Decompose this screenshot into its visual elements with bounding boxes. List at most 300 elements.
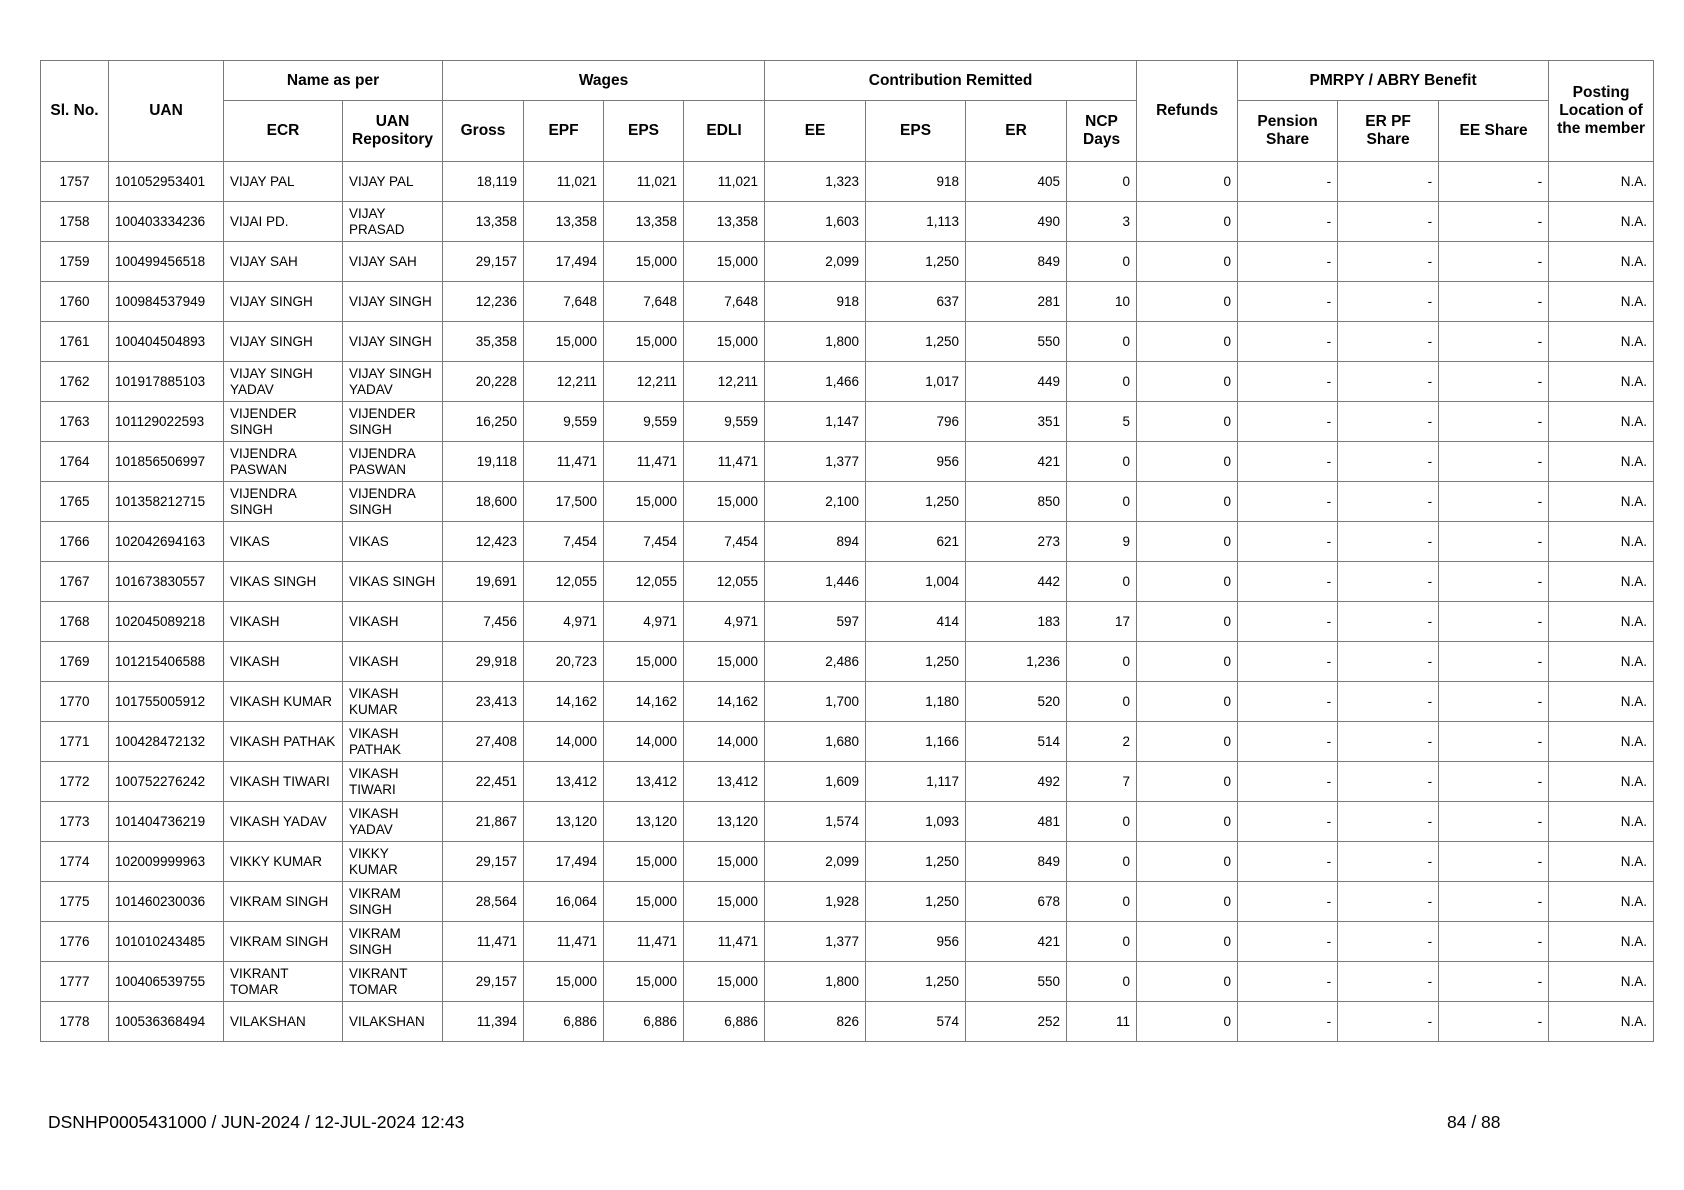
cell-ncp-days: 0 <box>1067 682 1137 722</box>
cell-epf: 17,494 <box>524 242 604 282</box>
cell-ee-share: - <box>1439 962 1549 1002</box>
cell-gross: 16,250 <box>443 402 524 442</box>
cell-ee-share: - <box>1439 922 1549 962</box>
cell-eps-wages: 14,000 <box>604 722 684 762</box>
cell-uan: 101404736219 <box>109 802 224 842</box>
cell-pension-share: - <box>1238 162 1338 202</box>
cell-pension-share: - <box>1238 482 1338 522</box>
cell-er-pf-share: - <box>1338 762 1439 802</box>
cell-er-pf-share: - <box>1338 482 1439 522</box>
cell-name-uan-repository: VIKAS SINGH <box>343 562 443 602</box>
cell-name-uan-repository: VIKASH KUMAR <box>343 682 443 722</box>
cell-ncp-days: 0 <box>1067 922 1137 962</box>
cell-eps-contribution: 1,250 <box>866 842 966 882</box>
cell-eps-wages: 9,559 <box>604 402 684 442</box>
cell-refunds: 0 <box>1137 1002 1238 1042</box>
cell-ncp-days: 0 <box>1067 562 1137 602</box>
cell-sl-no: 1764 <box>41 442 109 482</box>
cell-eps-contribution: 1,093 <box>866 802 966 842</box>
cell-refunds: 0 <box>1137 922 1238 962</box>
cell-ncp-days: 0 <box>1067 242 1137 282</box>
cell-posting-location: N.A. <box>1549 962 1654 1002</box>
cell-name-uan-repository: VIJENDRA SINGH <box>343 482 443 522</box>
table-body <box>41 162 1654 1042</box>
cell-refunds: 0 <box>1137 322 1238 362</box>
table-row <box>41 282 1654 322</box>
cell-ncp-days: 0 <box>1067 322 1137 362</box>
cell-ee-share: - <box>1439 722 1549 762</box>
cell-eps-wages: 15,000 <box>604 882 684 922</box>
cell-edli: 15,000 <box>684 882 765 922</box>
col-uan-repository: UAN Repository <box>343 101 443 162</box>
cell-er: 1,236 <box>966 642 1067 682</box>
cell-eps-contribution: 1,250 <box>866 322 966 362</box>
cell-sl-no: 1776 <box>41 922 109 962</box>
table-row <box>41 322 1654 362</box>
cell-epf: 12,055 <box>524 562 604 602</box>
cell-sl-no: 1760 <box>41 282 109 322</box>
cell-posting-location: N.A. <box>1549 602 1654 642</box>
cell-uan: 100406539755 <box>109 962 224 1002</box>
cell-ee: 1,466 <box>765 362 866 402</box>
cell-edli: 15,000 <box>684 642 765 682</box>
cell-ee-share: - <box>1439 402 1549 442</box>
cell-epf: 14,000 <box>524 722 604 762</box>
table-row <box>41 522 1654 562</box>
cell-er-pf-share: - <box>1338 882 1439 922</box>
cell-er: 490 <box>966 202 1067 242</box>
col-ee-share: EE Share <box>1439 101 1549 162</box>
cell-uan: 102009999963 <box>109 842 224 882</box>
cell-sl-no: 1770 <box>41 682 109 722</box>
cell-edli: 15,000 <box>684 962 765 1002</box>
group-contribution-remitted: Contribution Remitted <box>765 61 1137 101</box>
col-refunds: Refunds <box>1137 61 1238 162</box>
cell-eps-wages: 4,971 <box>604 602 684 642</box>
cell-eps-wages: 13,412 <box>604 762 684 802</box>
cell-eps-wages: 6,886 <box>604 1002 684 1042</box>
page-number: 84 / 88 <box>1447 1112 1501 1132</box>
cell-name-ecr: VIKASH YADAV <box>224 802 343 842</box>
cell-er-pf-share: - <box>1338 202 1439 242</box>
cell-refunds: 0 <box>1137 362 1238 402</box>
cell-name-uan-repository: VIKRAM SINGH <box>343 882 443 922</box>
table-row <box>41 1002 1654 1042</box>
cell-ee-share: - <box>1439 802 1549 842</box>
table-header <box>41 61 1654 162</box>
cell-sl-no: 1771 <box>41 722 109 762</box>
cell-epf: 14,162 <box>524 682 604 722</box>
cell-ee: 1,680 <box>765 722 866 762</box>
cell-sl-no: 1773 <box>41 802 109 842</box>
cell-name-ecr: VIJAY SINGH <box>224 282 343 322</box>
cell-edli: 15,000 <box>684 322 765 362</box>
cell-epf: 7,648 <box>524 282 604 322</box>
cell-er-pf-share: - <box>1338 162 1439 202</box>
cell-eps-contribution: 1,166 <box>866 722 966 762</box>
cell-eps-contribution: 574 <box>866 1002 966 1042</box>
cell-refunds: 0 <box>1137 482 1238 522</box>
cell-sl-no: 1765 <box>41 482 109 522</box>
cell-pension-share: - <box>1238 802 1338 842</box>
cell-epf: 13,412 <box>524 762 604 802</box>
cell-er-pf-share: - <box>1338 322 1439 362</box>
table-row <box>41 402 1654 442</box>
cell-uan: 100499456518 <box>109 242 224 282</box>
cell-gross: 27,408 <box>443 722 524 762</box>
cell-name-uan-repository: VIKAS <box>343 522 443 562</box>
cell-uan: 101358212715 <box>109 482 224 522</box>
cell-refunds: 0 <box>1137 762 1238 802</box>
cell-posting-location: N.A. <box>1549 362 1654 402</box>
table-row <box>41 882 1654 922</box>
cell-ncp-days: 0 <box>1067 362 1137 402</box>
cell-ee-share: - <box>1439 762 1549 802</box>
cell-sl-no: 1767 <box>41 562 109 602</box>
cell-refunds: 0 <box>1137 242 1238 282</box>
cell-er-pf-share: - <box>1338 682 1439 722</box>
cell-name-uan-repository: VIKASH <box>343 642 443 682</box>
cell-refunds: 0 <box>1137 202 1238 242</box>
cell-epf: 13,120 <box>524 802 604 842</box>
cell-uan: 101917885103 <box>109 362 224 402</box>
cell-ncp-days: 11 <box>1067 1002 1137 1042</box>
cell-pension-share: - <box>1238 962 1338 1002</box>
cell-ee-share: - <box>1439 282 1549 322</box>
cell-posting-location: N.A. <box>1549 922 1654 962</box>
cell-name-uan-repository: VIJENDRA PASWAN <box>343 442 443 482</box>
cell-edli: 11,471 <box>684 922 765 962</box>
cell-er-pf-share: - <box>1338 442 1439 482</box>
cell-name-ecr: VIKRAM SINGH <box>224 922 343 962</box>
cell-er-pf-share: - <box>1338 602 1439 642</box>
cell-epf: 20,723 <box>524 642 604 682</box>
cell-ee-share: - <box>1439 842 1549 882</box>
cell-ee: 1,700 <box>765 682 866 722</box>
cell-sl-no: 1763 <box>41 402 109 442</box>
cell-gross: 12,423 <box>443 522 524 562</box>
cell-er: 252 <box>966 1002 1067 1042</box>
cell-ee-share: - <box>1439 202 1549 242</box>
cell-ee: 1,147 <box>765 402 866 442</box>
cell-er: 183 <box>966 602 1067 642</box>
cell-ncp-days: 0 <box>1067 882 1137 922</box>
cell-ee: 826 <box>765 1002 866 1042</box>
cell-eps-contribution: 1,250 <box>866 962 966 1002</box>
cell-pension-share: - <box>1238 322 1338 362</box>
cell-edli: 14,000 <box>684 722 765 762</box>
cell-eps-wages: 15,000 <box>604 322 684 362</box>
cell-name-ecr: VIKASH TIWARI <box>224 762 343 802</box>
cell-name-ecr: VIKKY KUMAR <box>224 842 343 882</box>
cell-gross: 29,157 <box>443 962 524 1002</box>
cell-er: 492 <box>966 762 1067 802</box>
cell-er-pf-share: - <box>1338 1002 1439 1042</box>
cell-posting-location: N.A. <box>1549 482 1654 522</box>
cell-name-uan-repository: VILAKSHAN <box>343 1002 443 1042</box>
cell-eps-contribution: 1,250 <box>866 482 966 522</box>
cell-refunds: 0 <box>1137 162 1238 202</box>
cell-epf: 7,454 <box>524 522 604 562</box>
cell-epf: 17,500 <box>524 482 604 522</box>
cell-er-pf-share: - <box>1338 362 1439 402</box>
cell-er: 850 <box>966 482 1067 522</box>
cell-edli: 15,000 <box>684 242 765 282</box>
cell-uan: 101856506997 <box>109 442 224 482</box>
cell-uan: 100984537949 <box>109 282 224 322</box>
cell-uan: 101129022593 <box>109 402 224 442</box>
cell-sl-no: 1775 <box>41 882 109 922</box>
cell-ee: 1,574 <box>765 802 866 842</box>
cell-sl-no: 1758 <box>41 202 109 242</box>
cell-eps-contribution: 918 <box>866 162 966 202</box>
cell-er: 678 <box>966 882 1067 922</box>
cell-ee: 1,377 <box>765 922 866 962</box>
cell-er: 421 <box>966 922 1067 962</box>
cell-uan: 101052953401 <box>109 162 224 202</box>
cell-sl-no: 1762 <box>41 362 109 402</box>
cell-gross: 11,394 <box>443 1002 524 1042</box>
cell-sl-no: 1772 <box>41 762 109 802</box>
cell-name-uan-repository: VIKASH <box>343 602 443 642</box>
cell-eps-wages: 15,000 <box>604 242 684 282</box>
cell-posting-location: N.A. <box>1549 522 1654 562</box>
cell-eps-wages: 15,000 <box>604 842 684 882</box>
cell-uan: 101673830557 <box>109 562 224 602</box>
cell-ee-share: - <box>1439 1002 1549 1042</box>
cell-name-ecr: VIKAS SINGH <box>224 562 343 602</box>
cell-eps-wages: 7,648 <box>604 282 684 322</box>
cell-ee: 597 <box>765 602 866 642</box>
cell-refunds: 0 <box>1137 882 1238 922</box>
cell-ncp-days: 5 <box>1067 402 1137 442</box>
col-eps-wages: EPS <box>604 101 684 162</box>
cell-edli: 15,000 <box>684 482 765 522</box>
cell-uan: 100404504893 <box>109 322 224 362</box>
cell-ee: 1,800 <box>765 962 866 1002</box>
cell-posting-location: N.A. <box>1549 802 1654 842</box>
cell-sl-no: 1759 <box>41 242 109 282</box>
cell-epf: 12,211 <box>524 362 604 402</box>
cell-eps-contribution: 1,180 <box>866 682 966 722</box>
cell-gross: 29,157 <box>443 242 524 282</box>
cell-uan: 101460230036 <box>109 882 224 922</box>
cell-refunds: 0 <box>1137 282 1238 322</box>
cell-er: 281 <box>966 282 1067 322</box>
cell-ee: 1,603 <box>765 202 866 242</box>
cell-er: 520 <box>966 682 1067 722</box>
cell-pension-share: - <box>1238 282 1338 322</box>
cell-ncp-days: 0 <box>1067 962 1137 1002</box>
cell-eps-wages: 13,120 <box>604 802 684 842</box>
table-row <box>41 202 1654 242</box>
cell-sl-no: 1774 <box>41 842 109 882</box>
cell-ee-share: - <box>1439 362 1549 402</box>
cell-name-ecr: VIJENDRA PASWAN <box>224 442 343 482</box>
cell-posting-location: N.A. <box>1549 722 1654 762</box>
col-edli: EDLI <box>684 101 765 162</box>
table-row <box>41 482 1654 522</box>
cell-pension-share: - <box>1238 602 1338 642</box>
cell-refunds: 0 <box>1137 962 1238 1002</box>
cell-ee-share: - <box>1439 522 1549 562</box>
cell-eps-contribution: 796 <box>866 402 966 442</box>
cell-eps-contribution: 1,017 <box>866 362 966 402</box>
cell-uan: 102042694163 <box>109 522 224 562</box>
cell-refunds: 0 <box>1137 802 1238 842</box>
cell-eps-wages: 14,162 <box>604 682 684 722</box>
cell-ee-share: - <box>1439 482 1549 522</box>
cell-uan: 101010243485 <box>109 922 224 962</box>
cell-name-uan-repository: VIKRANT TOMAR <box>343 962 443 1002</box>
table-row <box>41 162 1654 202</box>
cell-name-ecr: VIKRAM SINGH <box>224 882 343 922</box>
col-er: ER <box>966 101 1067 162</box>
cell-name-ecr: VIJAY PAL <box>224 162 343 202</box>
cell-eps-wages: 15,000 <box>604 962 684 1002</box>
cell-eps-wages: 15,000 <box>604 482 684 522</box>
group-wages: Wages <box>443 61 765 101</box>
cell-eps-contribution: 637 <box>866 282 966 322</box>
cell-ee-share: - <box>1439 242 1549 282</box>
cell-epf: 11,471 <box>524 442 604 482</box>
cell-gross: 18,119 <box>443 162 524 202</box>
cell-epf: 11,471 <box>524 922 604 962</box>
cell-uan: 100536368494 <box>109 1002 224 1042</box>
col-epf: EPF <box>524 101 604 162</box>
cell-er: 449 <box>966 362 1067 402</box>
cell-name-ecr: VIKASH PATHAK <box>224 722 343 762</box>
cell-posting-location: N.A. <box>1549 562 1654 602</box>
cell-er-pf-share: - <box>1338 842 1439 882</box>
cell-name-uan-repository: VIJENDER SINGH <box>343 402 443 442</box>
cell-refunds: 0 <box>1137 642 1238 682</box>
cell-edli: 6,886 <box>684 1002 765 1042</box>
cell-gross: 22,451 <box>443 762 524 802</box>
cell-ee-share: - <box>1439 642 1549 682</box>
cell-ee-share: - <box>1439 682 1549 722</box>
cell-posting-location: N.A. <box>1549 682 1654 722</box>
cell-gross: 20,228 <box>443 362 524 402</box>
cell-name-uan-repository: VIKASH TIWARI <box>343 762 443 802</box>
cell-name-uan-repository: VIKKY KUMAR <box>343 842 443 882</box>
cell-pension-share: - <box>1238 1002 1338 1042</box>
cell-eps-contribution: 1,113 <box>866 202 966 242</box>
cell-pension-share: - <box>1238 842 1338 882</box>
cell-ncp-days: 0 <box>1067 442 1137 482</box>
cell-eps-wages: 11,471 <box>604 922 684 962</box>
cell-sl-no: 1757 <box>41 162 109 202</box>
cell-pension-share: - <box>1238 882 1338 922</box>
cell-eps-wages: 12,211 <box>604 362 684 402</box>
cell-ee: 1,928 <box>765 882 866 922</box>
cell-uan: 101215406588 <box>109 642 224 682</box>
cell-ee: 2,099 <box>765 842 866 882</box>
cell-er: 550 <box>966 322 1067 362</box>
cell-ee: 1,323 <box>765 162 866 202</box>
cell-epf: 15,000 <box>524 322 604 362</box>
cell-posting-location: N.A. <box>1549 242 1654 282</box>
cell-ee: 2,486 <box>765 642 866 682</box>
cell-sl-no: 1769 <box>41 642 109 682</box>
cell-eps-contribution: 956 <box>866 922 966 962</box>
table-row <box>41 362 1654 402</box>
cell-refunds: 0 <box>1137 442 1238 482</box>
cell-sl-no: 1768 <box>41 602 109 642</box>
table-row <box>41 442 1654 482</box>
cell-eps-wages: 11,471 <box>604 442 684 482</box>
cell-posting-location: N.A. <box>1549 1002 1654 1042</box>
cell-er: 849 <box>966 242 1067 282</box>
cell-ncp-days: 0 <box>1067 162 1137 202</box>
cell-er: 421 <box>966 442 1067 482</box>
col-eps-contribution: EPS <box>866 101 966 162</box>
cell-eps-wages: 12,055 <box>604 562 684 602</box>
cell-sl-no: 1761 <box>41 322 109 362</box>
table-row <box>41 842 1654 882</box>
cell-posting-location: N.A. <box>1549 402 1654 442</box>
cell-posting-location: N.A. <box>1549 322 1654 362</box>
cell-ee-share: - <box>1439 162 1549 202</box>
cell-name-ecr: VIKASH <box>224 602 343 642</box>
cell-pension-share: - <box>1238 762 1338 802</box>
cell-ee: 894 <box>765 522 866 562</box>
cell-edli: 13,358 <box>684 202 765 242</box>
cell-er-pf-share: - <box>1338 282 1439 322</box>
cell-name-ecr: VIJENDER SINGH <box>224 402 343 442</box>
col-ncp-days: NCP Days <box>1067 101 1137 162</box>
cell-sl-no: 1778 <box>41 1002 109 1042</box>
cell-posting-location: N.A. <box>1549 282 1654 322</box>
cell-edli: 14,162 <box>684 682 765 722</box>
cell-refunds: 0 <box>1137 402 1238 442</box>
cell-gross: 28,564 <box>443 882 524 922</box>
cell-epf: 17,494 <box>524 842 604 882</box>
cell-epf: 15,000 <box>524 962 604 1002</box>
cell-ee: 1,609 <box>765 762 866 802</box>
cell-eps-wages: 15,000 <box>604 642 684 682</box>
cell-edli: 9,559 <box>684 402 765 442</box>
cell-er: 481 <box>966 802 1067 842</box>
cell-name-ecr: VIJAI PD. <box>224 202 343 242</box>
cell-refunds: 0 <box>1137 602 1238 642</box>
cell-er: 442 <box>966 562 1067 602</box>
cell-gross: 13,358 <box>443 202 524 242</box>
col-posting-location: Posting Location of the member <box>1549 61 1654 162</box>
cell-er: 514 <box>966 722 1067 762</box>
col-uan: UAN <box>109 61 224 162</box>
cell-refunds: 0 <box>1137 562 1238 602</box>
cell-eps-contribution: 621 <box>866 522 966 562</box>
cell-eps-contribution: 1,250 <box>866 242 966 282</box>
cell-eps-contribution: 1,004 <box>866 562 966 602</box>
table-row <box>41 682 1654 722</box>
cell-ncp-days: 2 <box>1067 722 1137 762</box>
cell-er-pf-share: - <box>1338 922 1439 962</box>
cell-er-pf-share: - <box>1338 522 1439 562</box>
cell-er: 849 <box>966 842 1067 882</box>
cell-uan: 100403334236 <box>109 202 224 242</box>
cell-name-uan-repository: VIKASH PATHAK <box>343 722 443 762</box>
cell-edli: 15,000 <box>684 842 765 882</box>
cell-pension-share: - <box>1238 242 1338 282</box>
table-row <box>41 922 1654 962</box>
cell-posting-location: N.A. <box>1549 882 1654 922</box>
cell-refunds: 0 <box>1137 682 1238 722</box>
cell-ee-share: - <box>1439 602 1549 642</box>
cell-gross: 23,413 <box>443 682 524 722</box>
cell-epf: 4,971 <box>524 602 604 642</box>
